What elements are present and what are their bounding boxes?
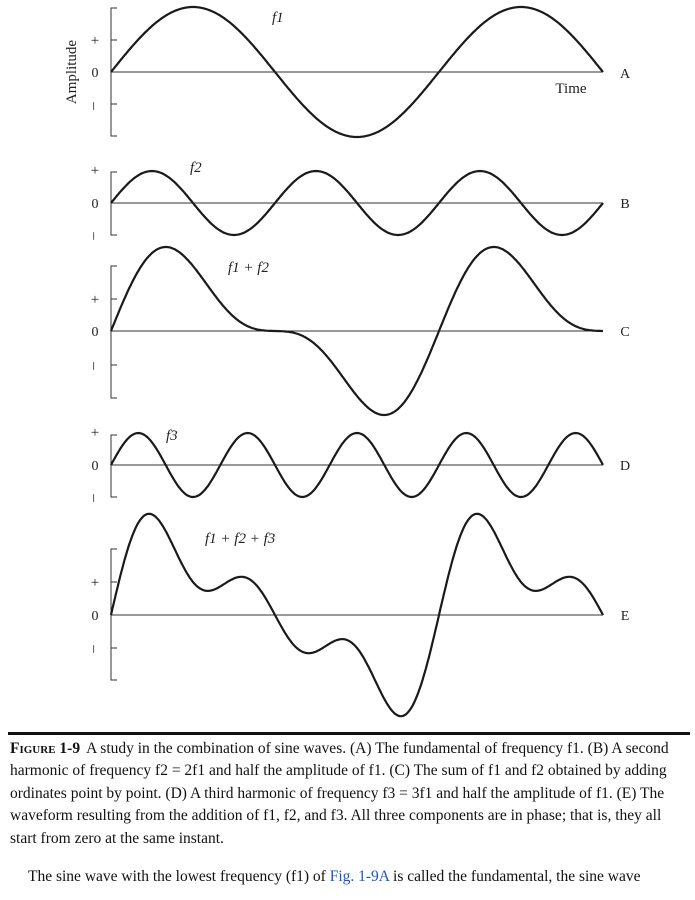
curve-label-b bbox=[190, 160, 202, 176]
plus-label-a: + bbox=[90, 33, 100, 49]
minus-label-b: – bbox=[86, 232, 102, 240]
minus-label-c: – bbox=[86, 362, 102, 370]
curve-label-e bbox=[205, 531, 275, 547]
caption-label: Figure 1-9 bbox=[10, 740, 81, 757]
caption-text: A study in the combination of sine waves. (A) The fundamental of frequency f1. (B) A second harmonic of frequency f2 = 2f1 and half the amplitude of f1. (C) The sum of f1 and f2 obtained by adding ordinates point by point. (D) A third harmonic of frequency f3 = 3f1 and half the amplitude of f1. (E) The waveform resulting from the addition of f1, f2, and f3. All three components are in phase; that is, they all start from zero at the same instant. bbox=[10, 740, 669, 847]
curve-label-c bbox=[228, 260, 269, 276]
curve-label-a bbox=[272, 10, 284, 26]
panel-c bbox=[86, 247, 630, 415]
panel-label-c: C bbox=[620, 325, 630, 340]
curve-label-a-text: f1 bbox=[272, 10, 284, 26]
plus-label-b: + bbox=[90, 163, 100, 179]
panel-e bbox=[86, 514, 629, 716]
zero-label-e: 0 bbox=[91, 609, 99, 624]
panel-b bbox=[86, 160, 630, 240]
caption-rule bbox=[8, 732, 690, 735]
curve-label-c-text: f1 + f2 bbox=[228, 260, 269, 276]
figure-caption bbox=[10, 738, 690, 850]
panel-label-e: E bbox=[620, 609, 630, 624]
x-axis-title: Time bbox=[555, 81, 587, 97]
panel-label-d: D bbox=[619, 459, 631, 474]
axis-frame-c bbox=[111, 266, 117, 398]
body-text-after: is called the fundamental, the sine wave bbox=[389, 868, 641, 885]
zero-label-b: 0 bbox=[91, 197, 99, 212]
panel-d bbox=[86, 425, 630, 502]
figure-link[interactable]: Fig. 1-9A bbox=[329, 868, 390, 885]
curve-label-d bbox=[166, 428, 178, 444]
curve-label-e-text: f1 + f2 + f3 bbox=[205, 531, 276, 547]
body-text-before: The sine wave with the lowest frequency (f1) of bbox=[28, 868, 330, 885]
minus-label-e: – bbox=[86, 645, 102, 653]
minus-label-a: – bbox=[86, 102, 102, 110]
panel-a bbox=[86, 7, 631, 137]
zero-label-c: 0 bbox=[91, 325, 99, 340]
plus-label-d: + bbox=[90, 425, 100, 441]
body-paragraph bbox=[28, 866, 690, 888]
curve-label-b-text: f2 bbox=[190, 160, 202, 176]
plus-label-c: + bbox=[90, 292, 100, 308]
minus-label-d: – bbox=[86, 494, 102, 502]
axis-frame-d bbox=[111, 435, 117, 497]
y-axis-title: Amplitude bbox=[64, 39, 80, 105]
plus-label-e: + bbox=[90, 575, 100, 591]
panel-label-b: B bbox=[620, 197, 630, 212]
curve-label-d-text: f3 bbox=[166, 428, 178, 444]
panel-label-a: A bbox=[619, 67, 631, 82]
zero-label-a: 0 bbox=[91, 66, 99, 81]
zero-label-d: 0 bbox=[91, 459, 99, 474]
